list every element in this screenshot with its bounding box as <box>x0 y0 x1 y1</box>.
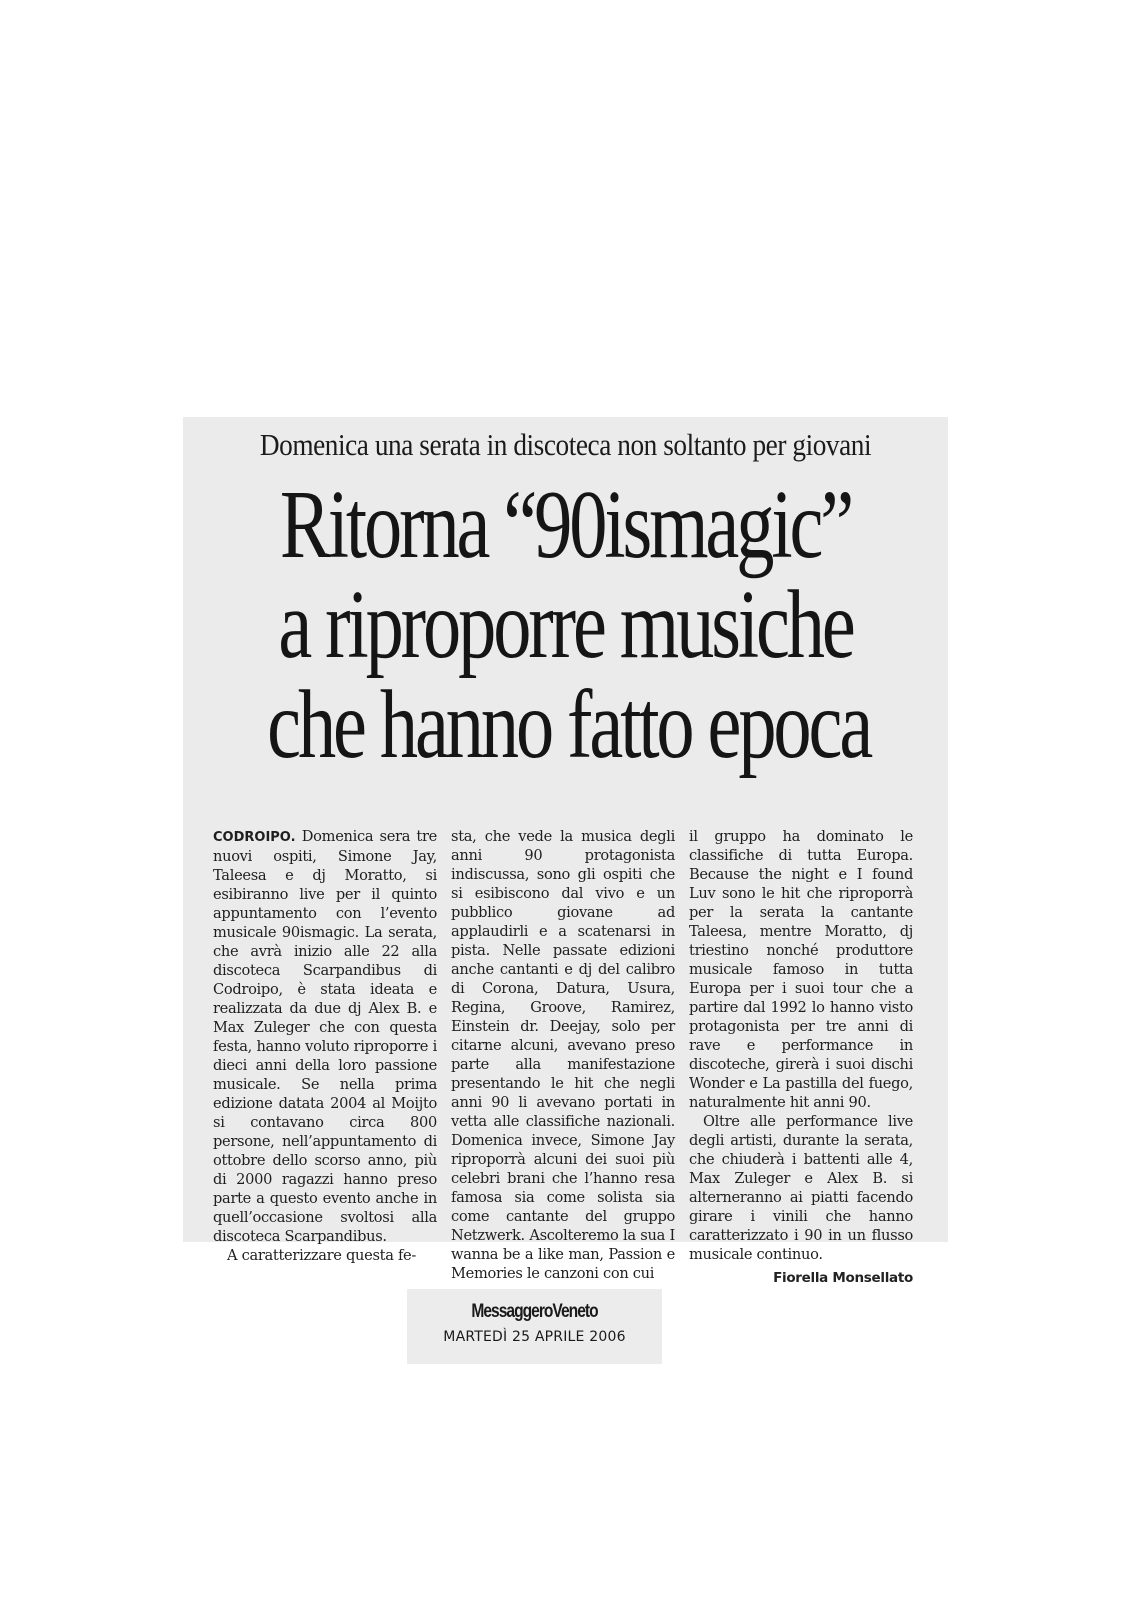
paragraph-text: Domenica sera tre nuovi ospiti, Simone Jay, Taleesa e dj Moratto, si esibiranno live per il quinto appuntamento con l’evento musicale 90ismagic. La serata, che avrà inizio alle 22 alla discoteca Scarpandibus di Codroipo, è stata ideata e realizzata da due dj Alex B. e Max Zuleger che con questa festa, hanno voluto riproporre i dieci anni della loro passione musicale. Se nella prima edizione datata 2004 al Moijto si contavano circa 800 persone, nell’appuntamento di ottobre dello scorso anno, più di 2000 ragazzi hanno preso parte a questo evento anche in quell’occasione svoltosi alla discoteca Scarpandibus. <box>213 828 437 1245</box>
article-paragraph <box>213 827 437 1246</box>
headline-line-2: a riproporre musiche <box>278 571 853 679</box>
article-column-3 <box>689 827 913 1288</box>
article-column-1 <box>213 827 437 1288</box>
article-headline <box>183 471 948 779</box>
headline-line-3: che hanno fatto epoca <box>267 671 871 779</box>
article-body <box>213 827 913 1288</box>
article-paragraph: Oltre alle performance live degli artisti, durante la serata, che chiuderà i battenti alle 4, Max Zuleger e Alex B. si alterneranno ai piatti facendo girare i vinili che hanno caratterizzato i 90 in un flusso musicale continuo. <box>689 1113 913 1263</box>
article-paragraph: il gruppo ha dominato le classifiche di tutta Europa. Because the night e I found Luv sono le hit che riproporrà per la serata la cantante Taleesa, mentre Moratto, dj triestino nonché produttore musicale famoso in tutta Europa per i suoi tour che a partire dal 1992 lo hanno visto protagonista per tre anni di rave e performance in discoteche, girerà i suoi dischi Wonder e La pastilla del fuego, naturalmente hit anni 90. <box>689 828 913 1111</box>
newspaper-clipping <box>183 417 948 1286</box>
dateline: CODROIPO. <box>213 830 296 845</box>
newspaper-masthead: MessaggeroVeneto <box>471 1301 598 1322</box>
publication-date: MARTEDÌ 25 APRILE 2006 <box>443 1329 626 1345</box>
source-stamp <box>407 1289 662 1364</box>
headline-line-1: Ritorna “90ismagic” <box>279 471 852 579</box>
article-byline: Fiorella Monsellato <box>773 1270 913 1286</box>
article-paragraph: A caratterizzare questa fe- <box>227 1247 417 1264</box>
article-paragraph: sta, che vede la musica degli anni 90 protagonista indiscussa, sono gli ospiti che si esibiscono dal vivo e un pubblico giovane ad applaudirli e a scatenarsi in pista. Nelle passate edizioni anche cantanti e dj del calibro di Corona, Datura, Usura, Regina, Groove, Ramirez, Einstein dr. Deejay, solo per citarne alcuni, avevano preso parte alla manifestazione presentando le hit che negli anni 90 li avevano portati in vetta alle classifiche nazionali. Domenica invece, Simone Jay riproporrà alcuni dei suoi più celebri brani che l’hanno resa famosa sia come solista sia come cantante del gruppo Netzwerk. Ascolteremo la sua I wanna be a like man, Passion e Memories le canzoni con cui <box>451 828 675 1282</box>
article-column-2 <box>451 827 675 1288</box>
article-kicker: Domenica una serata in discoteca non soltanto per giovani <box>259 427 872 462</box>
